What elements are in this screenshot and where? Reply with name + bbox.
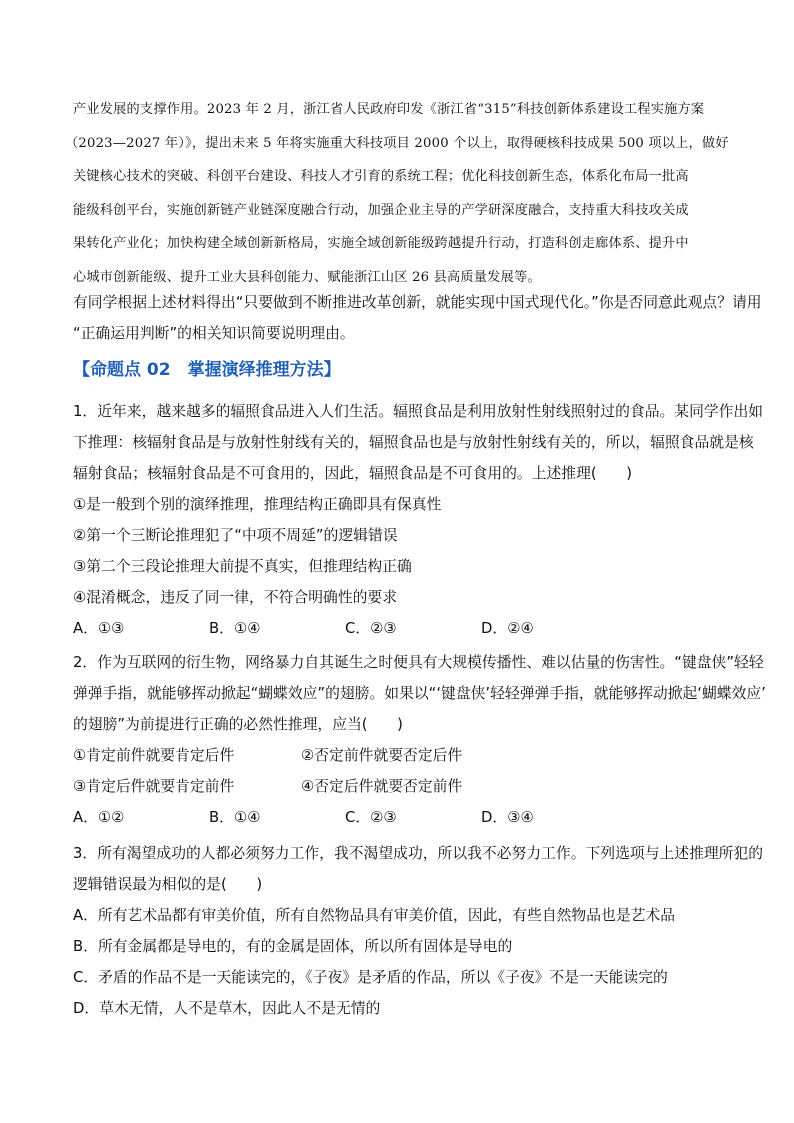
question-intro-line: “正确运用判断”的相关知识简要说明理由。 [73, 325, 355, 342]
answer-options [73, 613, 733, 644]
material-line: （2023—2027 年）》，提出未来 5 年将实施重大科技项目 2000 个以上，取得硬核科技成果 500 项以上，做好 [65, 135, 729, 151]
material-line: 果转化产业化；加快构建全域创新新格局，实施全域创新能级跨越提升行动，打造科创走廊体系、提升中 [73, 236, 689, 251]
option-a[interactable]: A．①③ [73, 620, 125, 637]
statement-row [73, 740, 733, 771]
option-a[interactable]: A．所有艺术品都有审美价值，所有自然物品具有审美价值，因此，有些自然物品也是艺术品 [73, 907, 676, 924]
question-stem-line: 2．作为互联网的衍生物，网络暴力自其诞生之时便具有大规模传播性、难以估量的伤害性。“键盘侠”轻轻 [73, 654, 764, 671]
question-stem-line: 辐射食品；核辐射食品是不可食用的，因此，辐照食品是不可食用的。上述推理( ) [73, 465, 633, 482]
question-3 [73, 838, 764, 1024]
option-c[interactable]: C．②③ [345, 809, 397, 826]
statement-item: ②否定前件就要否定后件 [301, 747, 463, 764]
option-b[interactable]: B．①④ [209, 809, 261, 826]
question-intro-line: 有同学根据上述材料得出“只要做到不断推进改革创新，就能实现中国式现代化。”你是否同意此观点？请用 [73, 294, 762, 311]
option-b[interactable]: B．①④ [209, 620, 261, 637]
option-c[interactable]: C．②③ [345, 620, 397, 637]
question-2 [73, 647, 766, 833]
option-a[interactable]: A．①② [73, 809, 125, 826]
option-d[interactable]: D．草木无情，人不是草木，因此人不是无情的 [73, 1000, 381, 1017]
option-d[interactable]: D．②④ [481, 620, 534, 637]
statement-item: ②第一个三断论推理犯了“中项不周延”的逻辑错误 [73, 527, 398, 544]
statement-item: ④混淆概念，违反了同一律，不符合明确性的要求 [73, 589, 398, 606]
statement-item: ①肯定前件就要肯定后件 [73, 747, 235, 764]
question-stem-line: 3．所有渴望成功的人都必须努力工作，我不渴望成功，所以我不必努力工作。下列选项与上述推理所犯的 [73, 845, 764, 862]
option-d[interactable]: D．③④ [481, 809, 534, 826]
question-intro [73, 287, 762, 349]
question-stem-line: 的翅膀”为前提进行正确的必然性推理，应当( ) [73, 716, 403, 733]
section-title: 【命题点 02 掌握演绎推理方法】 [73, 360, 341, 380]
material-line: 能级科创平台，实施创新链产业链深度融合行动，加强企业主导的产学研深度融合，支持重大科技攻关成 [73, 202, 689, 218]
material-paragraph [65, 93, 729, 294]
statement-item: ①是一般到个别的演绎推理，推理结构正确即具有保真性 [73, 496, 442, 513]
material-line: 关键核心技术的突破、科创平台建设、科技人才引育的系统工程；优化科技创新生态，体系化布局一批高 [73, 169, 689, 184]
option-c[interactable]: C．矛盾的作品不是一天能读完的，《子夜》是矛盾的作品，所以《子夜》不是一天能读完的 [73, 969, 668, 986]
statement-item: ③第二个三段论推理大前提不真实，但推理结构正确 [73, 558, 412, 575]
question-stem-line: 弹弹手指，就能够挥动掀起“蝴蝶效应”的翅膀。如果以“‘键盘侠’轻轻弹弹手指，就能够挥动掀起‘蝴蝶效应’ [73, 685, 766, 702]
statement-item: ③肯定后件就要肯定前件 [73, 778, 235, 795]
question-stem-line: 1．近年来，越来越多的辐照食品进入人们生活。辐照食品是利用放射性射线照射过的食品。某同学作出如 [73, 403, 764, 420]
statement-item: ④否定后件就要否定前件 [301, 778, 463, 795]
material-line: 产业发展的支撑作用。2023 年 2 月，浙江省人民政府印发《浙江省“315”科技创新体系建设工程实施方案 [73, 102, 705, 117]
question-stem-line: 下推理：核辐射食品是与放射性射线有关的，辐照食品也是与放射性射线有关的，所以，辐照食品就是核 [73, 434, 754, 451]
option-b[interactable]: B．所有金属都是导电的，有的金属是固体，所以所有固体是导电的 [73, 938, 513, 955]
statement-row [73, 771, 733, 802]
question-stem-line: 逻辑错误最为相似的是( ) [73, 876, 263, 893]
question-1 [73, 396, 764, 644]
answer-options [73, 802, 733, 833]
material-line: 心城市创新能级、提升工业大县科创能力、赋能浙江山区 26 县高质量发展等。 [73, 269, 541, 285]
